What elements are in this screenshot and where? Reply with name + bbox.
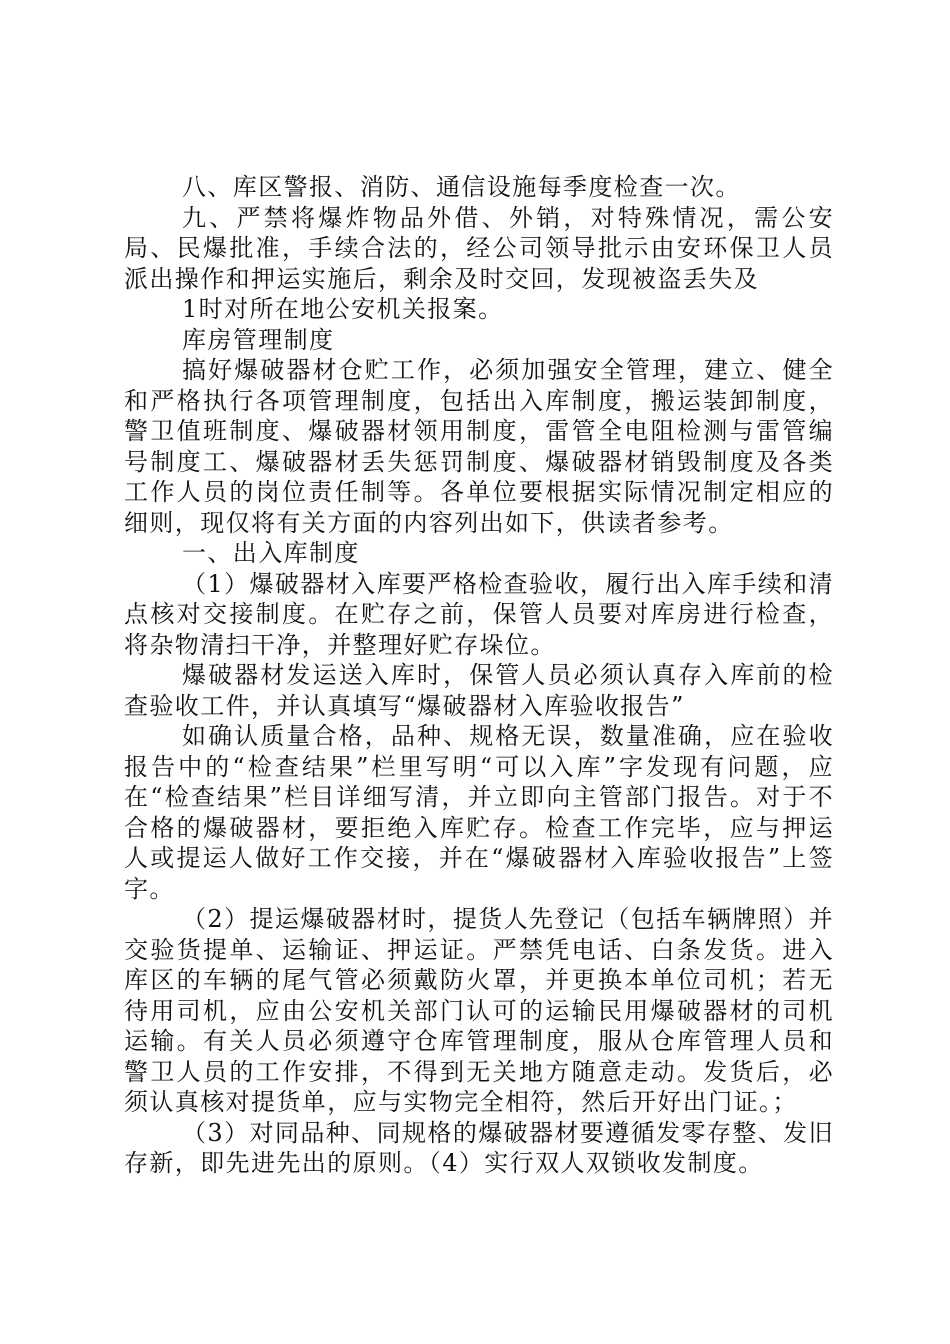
paragraph-inspection: 爆破器材发运送入库时，保管人员必须认真存入库前的检查验收工件，并认真填写“爆破器材入库验收报告” xyxy=(124,661,834,720)
paragraph-report-police: 1时对所在地公安机关报案。 xyxy=(182,295,504,323)
document-body xyxy=(124,172,834,1179)
paragraph-item-1: （1）爆破器材入库要严格检查验收，履行出入库手续和清点核对交接制度。在贮存之前，保管人员要对库房进行检查，将杂物清扫干净，并整理好贮存垛位。 xyxy=(124,569,834,659)
paragraph-management-intro: 搞好爆破器材仓贮工作，必须加强安全管理，建立、健全和严格执行各项管理制度，包括出入库制度，搬运装卸制度，警卫值班制度、爆破器材领用制度，雷管全电阻检测与雷管编号制度工、爆破器材丢失惩罚制度、爆破器材销毁制度及各类工作人员的岗位责任制等。各单位要根据实际情况制定相应的细则，现仅将有关方面的内容列出如下，供读者参考。 xyxy=(124,356,834,537)
paragraph-item-2: （2）提运爆破器材时，提货人先登记（包括车辆牌照）并交验货提单、运输证、押运证。严禁凭电话、白条发货。进入库区的车辆的尾气管必须戴防火罩，并更换本单位司机；若无待用司机，应由公安机关部门认可的运输民用爆破器材的司机运输。有关人员必须遵守仓库管理制度，服从仓库管理人员和警卫人员的工作安排，不得到无关地方随意走动。发货后，必须认真核对提货单，应与实物完全相符，然后开好出门证。； xyxy=(124,905,834,1116)
paragraph-quality-check: 如确认质量合格，品种、规格无误，数量准确，应在验收报告中的“检查结果”栏里写明“可以入库”字发现有问题，应在“检查结果”栏目详细写清，并立即向主管部门报告。对于不合格的爆破器材，要拒绝入库贮存。检查工作完毕，应与押运人或提运人做好工作交接，并在“爆破器材入库验收报告”上签字。 xyxy=(124,722,834,903)
section-title-warehouse-management: 库房管理制度 xyxy=(182,325,335,354)
section-title-inbound-outbound: 一、出入库制度 xyxy=(182,539,360,567)
paragraph-alarm-check: 八、库区警报、消防、通信设施每季度检查一次。 xyxy=(182,173,741,201)
paragraph-no-lending: 九、严禁将爆炸物品外借、外销，对特殊情况，需公安局、民爆批准，手续合法的，经公司领导批示由安环保卫人员派出操作和押运实施后，剩余及时交回，发现被盗丢失及 xyxy=(124,203,834,293)
paragraph-item-3-4: （3）对同品种、同规格的爆破器材要遵循发零存整、发旧存新，即先进先出的原则。（4）实行双人双锁收发制度。 xyxy=(124,1118,834,1177)
